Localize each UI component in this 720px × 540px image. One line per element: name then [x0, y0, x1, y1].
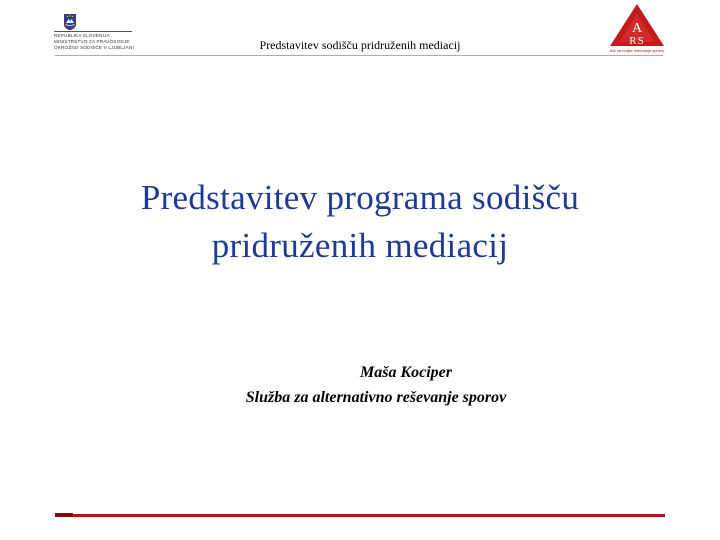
footer-accent [55, 513, 73, 517]
author-name: Maša Kociper [360, 364, 452, 381]
slide-title-line1: Predstavitev programa sodišču [140, 178, 580, 217]
header-divider [55, 55, 663, 56]
slide-title-line2: pridruženih mediacij [211, 226, 509, 265]
author-block [0, 360, 720, 410]
ars-logo [606, 2, 668, 58]
logo-divider [54, 31, 132, 32]
svg-text:RS: RS [629, 35, 645, 47]
ministry-logo [54, 14, 134, 60]
slovenia-crest-icon [64, 14, 76, 30]
author-organization: Služba za alternativno reševanje sporov [245, 389, 507, 406]
header-title: Predstavitev sodišču pridruženih mediacij [259, 38, 461, 52]
slide-title [40, 174, 680, 270]
ministry-line: MINISTRSTVO ZA PRAVOSODJE [54, 39, 130, 44]
ministry-line: OKROŽNO SODIŠČE V LJUBLJANI [54, 45, 134, 50]
footer-divider [55, 514, 665, 517]
ministry-line: REPUBLIKA SLOVENIJA [54, 33, 110, 38]
svg-text:A: A [631, 21, 643, 36]
ars-triangle-icon [606, 2, 668, 48]
ars-tagline: Adr za boljše reševanje sporov [609, 48, 665, 53]
